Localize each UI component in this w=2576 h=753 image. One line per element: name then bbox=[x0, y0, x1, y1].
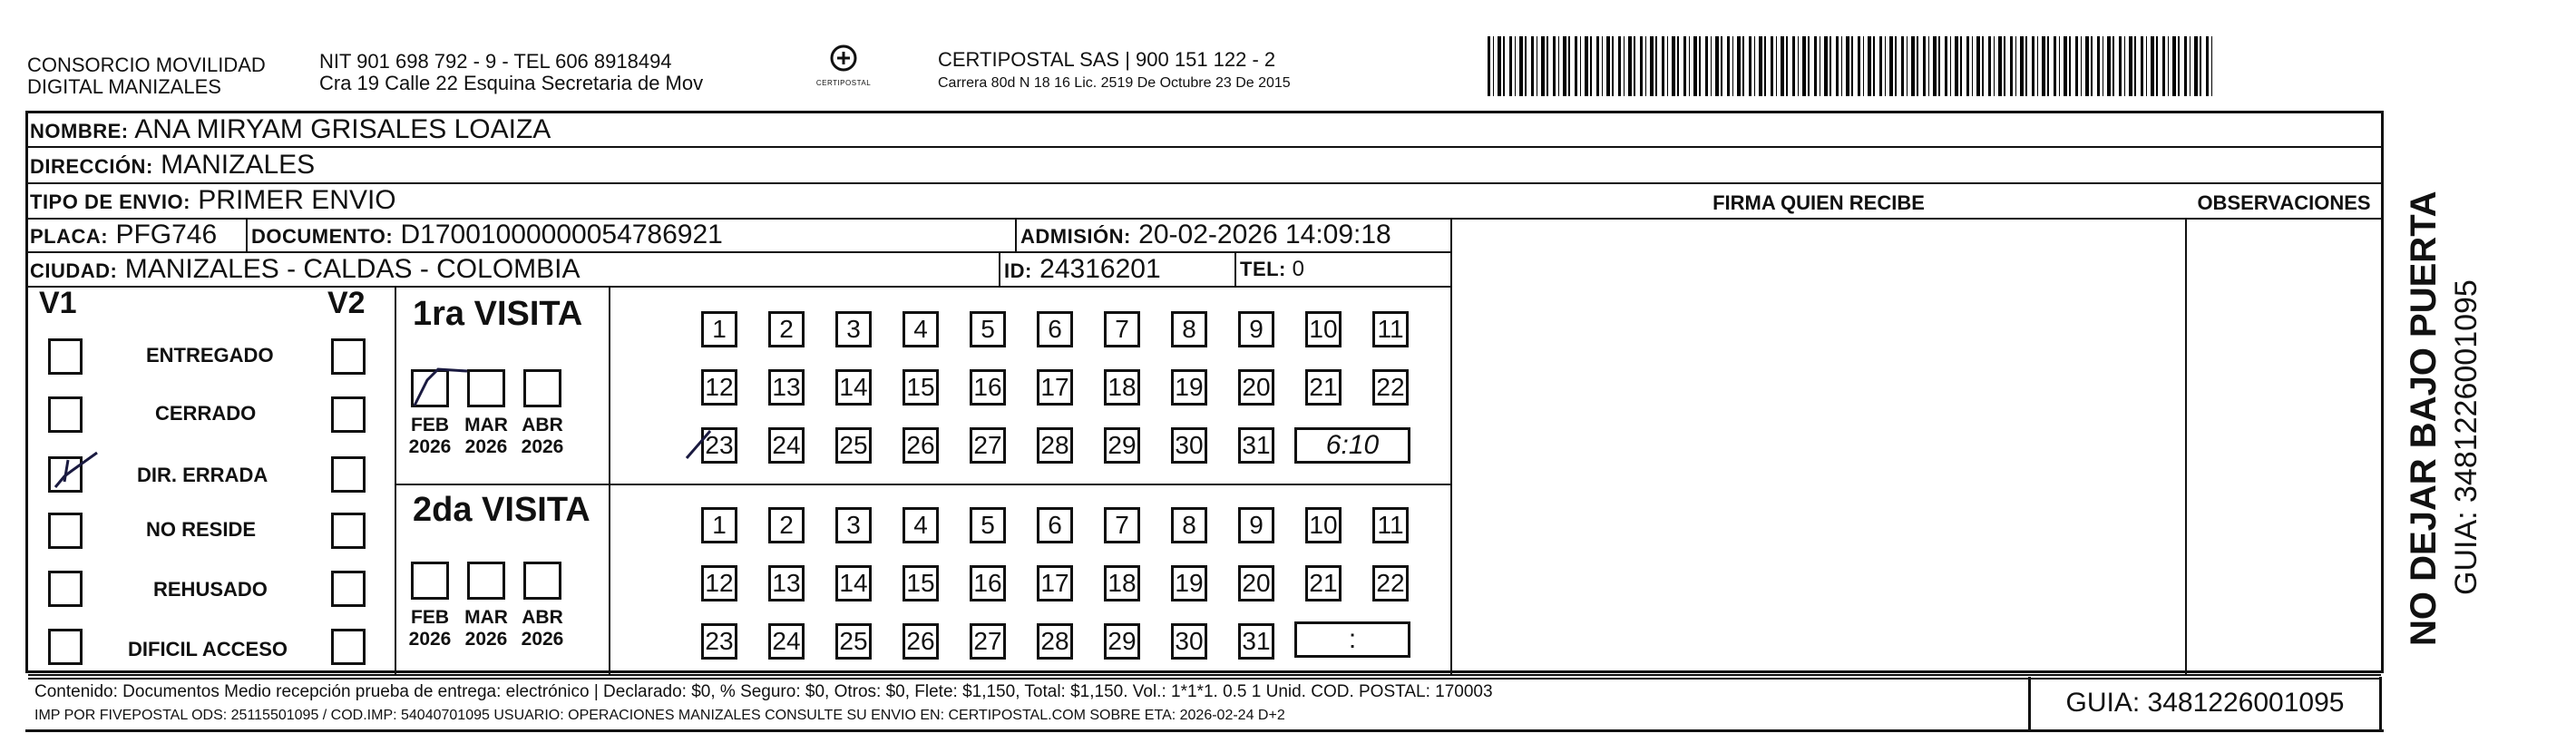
field-tel bbox=[1240, 254, 1304, 285]
id-label: ID: bbox=[1004, 259, 1032, 282]
ciudad-label: CIUDAD: bbox=[30, 259, 118, 282]
visit2-day-11[interactable]: 11 bbox=[1372, 507, 1409, 543]
visit1-feb-year: 2026 bbox=[408, 436, 452, 457]
v2-dificil-acceso-checkbox[interactable] bbox=[331, 629, 366, 665]
visit1-day-2[interactable]: 2 bbox=[768, 311, 805, 347]
visit1-day-3[interactable]: 3 bbox=[835, 311, 872, 347]
tel-value: 0 bbox=[1292, 257, 1304, 281]
v2-header: V2 bbox=[327, 286, 366, 320]
pen-check-mark-icon bbox=[44, 440, 108, 504]
nombre-label: NOMBRE: bbox=[30, 120, 129, 142]
field-direccion bbox=[30, 150, 315, 182]
visit2-day-8[interactable]: 8 bbox=[1171, 507, 1207, 543]
visit1-day-8[interactable]: 8 bbox=[1171, 311, 1207, 347]
documento-label: DOCUMENTO: bbox=[251, 225, 394, 248]
sender-details bbox=[319, 51, 703, 94]
v1-header: V1 bbox=[39, 286, 77, 320]
visit1-day-4[interactable]: 4 bbox=[903, 311, 939, 347]
visit2-mar-year: 2026 bbox=[464, 629, 508, 650]
sender-nit: NIT 901 698 792 - 9 - TEL 606 8918494 bbox=[319, 50, 672, 73]
visit2-day-2[interactable]: 2 bbox=[768, 507, 805, 543]
visit2-day-7[interactable]: 7 bbox=[1104, 507, 1140, 543]
tipo-envio-value: PRIMER ENVIO bbox=[198, 185, 396, 215]
visit1-day-1[interactable]: 1 bbox=[701, 311, 737, 347]
sender-name-line2: DIGITAL MANIZALES bbox=[27, 75, 221, 98]
visit2-day-30[interactable]: 30 bbox=[1171, 623, 1207, 660]
visit2-day-13[interactable]: 13 bbox=[768, 565, 805, 601]
carrier-line: CERTIPOSTAL SAS | 900 151 122 - 2 bbox=[938, 48, 1276, 71]
visit2-abr-label: ABR bbox=[522, 607, 563, 628]
visit2-day-19[interactable]: 19 bbox=[1171, 565, 1207, 601]
visit1-feb-label: FEB bbox=[411, 415, 449, 435]
visit1-abr-year: 2026 bbox=[521, 436, 564, 457]
visit2-month-abr bbox=[518, 607, 567, 650]
visit2-day-26[interactable]: 26 bbox=[903, 623, 939, 660]
visit2-month-mar bbox=[462, 607, 511, 650]
visit2-month-abr-box[interactable] bbox=[523, 562, 561, 600]
documento-value: D17001000000054786921 bbox=[400, 220, 723, 249]
visit1-mar-year: 2026 bbox=[464, 436, 508, 457]
visit2-day-12[interactable]: 12 bbox=[701, 565, 737, 601]
visit1-abr-label: ABR bbox=[522, 415, 563, 435]
v1-rehusado-checkbox[interactable] bbox=[48, 571, 83, 607]
visit2-day-3[interactable]: 3 bbox=[835, 507, 872, 543]
carrier-address: Carrera 80d N 18 16 Lic. 2519 De Octubre 23 De 2015 bbox=[938, 75, 1291, 91]
visit1-day-6[interactable]: 6 bbox=[1037, 311, 1073, 347]
visit2-feb-label: FEB bbox=[411, 607, 449, 628]
visit1-day-12[interactable]: 12 bbox=[701, 369, 737, 406]
visit1-day-25[interactable]: 25 bbox=[835, 427, 872, 464]
guide-form bbox=[25, 111, 2384, 673]
v2-dir-errada-checkbox[interactable] bbox=[331, 456, 366, 493]
sender-block bbox=[27, 54, 266, 98]
barcode bbox=[1488, 36, 2213, 96]
admision-value: 20-02-2026 14:09:18 bbox=[1138, 220, 1391, 249]
footer-imp: IMP POR FIVEPOSTAL ODS: 25115501095 / COD.IMP: 54040701095 USUARIO: OPERACIONES MANIZALES CONSULTE SU ENVIO EN: CERTIPOSTAL.COM SOBRE ETA: 2026-02-24 D+2 bbox=[34, 708, 1285, 723]
field-documento bbox=[251, 220, 723, 252]
visit2-feb-year: 2026 bbox=[408, 629, 452, 650]
v1-cerrado-checkbox[interactable] bbox=[48, 396, 83, 433]
v2-cerrado-checkbox[interactable] bbox=[331, 396, 366, 433]
visit1-day-24[interactable]: 24 bbox=[768, 427, 805, 464]
visit2-day-21[interactable]: 21 bbox=[1305, 565, 1342, 601]
visit1-month-abr bbox=[518, 415, 567, 458]
visit1-month-abr-box[interactable] bbox=[523, 369, 561, 407]
visit1-day-27[interactable]: 27 bbox=[970, 427, 1006, 464]
visit2-day-5[interactable]: 5 bbox=[970, 507, 1006, 543]
carrier-logo bbox=[812, 44, 875, 87]
v1-dificil-acceso-checkbox[interactable] bbox=[48, 629, 83, 665]
visit2-day-15[interactable]: 15 bbox=[903, 565, 939, 601]
visit1-day-18[interactable]: 18 bbox=[1104, 369, 1140, 406]
visit1-day-11[interactable]: 11 bbox=[1372, 311, 1409, 347]
status-cerrado: CERRADO bbox=[155, 402, 257, 425]
visit1-day-9[interactable]: 9 bbox=[1238, 311, 1274, 347]
nombre-value: ANA MIRYAM GRISALES LOAIZA bbox=[134, 114, 551, 144]
visit2-day-4[interactable]: 4 bbox=[903, 507, 939, 543]
visit1-day-31[interactable]: 31 bbox=[1238, 427, 1274, 464]
field-nombre bbox=[30, 114, 551, 147]
visit1-month-feb bbox=[405, 415, 454, 458]
footer-guia: GUIA: 3481226001095 bbox=[2028, 677, 2382, 729]
observaciones-area[interactable] bbox=[2189, 253, 2379, 672]
visit2-day-14[interactable]: 14 bbox=[835, 565, 872, 601]
visit2-title: 2da VISITA bbox=[413, 491, 590, 529]
status-entregado: ENTREGADO bbox=[146, 344, 274, 367]
field-placa bbox=[30, 220, 217, 252]
status-rehusado: REHUSADO bbox=[153, 578, 268, 601]
day23-strike-mark-icon bbox=[676, 422, 721, 467]
visit1-month-mar bbox=[462, 415, 511, 458]
visit2-day-1[interactable]: 1 bbox=[701, 507, 737, 543]
visit1-day-29[interactable]: 29 bbox=[1104, 427, 1140, 464]
visit1-day-20[interactable]: 20 bbox=[1238, 369, 1274, 406]
visit2-day-9[interactable]: 9 bbox=[1238, 507, 1274, 543]
visit2-day-20[interactable]: 20 bbox=[1238, 565, 1274, 601]
field-id bbox=[1004, 254, 1161, 287]
visit1-day-5[interactable]: 5 bbox=[970, 311, 1006, 347]
visit2-day-16[interactable]: 16 bbox=[970, 565, 1006, 601]
field-admision bbox=[1020, 220, 1391, 252]
visit2-month-feb bbox=[405, 607, 454, 650]
visit2-day-25[interactable]: 25 bbox=[835, 623, 872, 660]
visit1-day-16[interactable]: 16 bbox=[970, 369, 1006, 406]
id-value: 24316201 bbox=[1039, 254, 1161, 284]
visit1-day-26[interactable]: 26 bbox=[903, 427, 939, 464]
visit1-month-mar-box[interactable] bbox=[467, 369, 505, 407]
placa-label: PLACA: bbox=[30, 225, 109, 248]
firma-header: FIRMA QUIEN RECIBE bbox=[1712, 191, 1925, 214]
visit2-mar-label: MAR bbox=[464, 607, 508, 628]
firma-area[interactable] bbox=[1454, 253, 2183, 672]
visit1-day-14[interactable]: 14 bbox=[835, 369, 872, 406]
visit2-month-mar-box[interactable] bbox=[467, 562, 505, 600]
direccion-label: DIRECCIÓN: bbox=[30, 155, 153, 178]
sender-address: Cra 19 Calle 22 Esquina Secretaria de Mov bbox=[319, 72, 704, 94]
status-dificil-acceso: DIFICIL ACCESO bbox=[128, 638, 288, 660]
direccion-value: MANIZALES bbox=[161, 150, 316, 180]
status-dir-errada: DIR. ERRADA bbox=[137, 464, 268, 486]
visit1-day-15[interactable]: 15 bbox=[903, 369, 939, 406]
ciudad-value: MANIZALES - CALDAS - COLOMBIA bbox=[124, 254, 581, 284]
visit1-day-30[interactable]: 30 bbox=[1171, 427, 1207, 464]
admision-label: ADMISIÓN: bbox=[1020, 225, 1131, 248]
visit2-day-10[interactable]: 10 bbox=[1305, 507, 1342, 543]
field-tipo-envio bbox=[30, 185, 396, 218]
visit2-day-17[interactable]: 17 bbox=[1037, 565, 1073, 601]
side-guia: GUIA: 3481226001095 bbox=[2449, 279, 2483, 595]
visit1-month-mark-icon bbox=[407, 360, 471, 415]
visit2-day-31[interactable]: 31 bbox=[1238, 623, 1274, 660]
carrier-logo-icon bbox=[825, 44, 862, 74]
visit2-day-18[interactable]: 18 bbox=[1104, 565, 1140, 601]
footer-contenido: Contenido: Documentos Medio recepción prueba de entrega: electrónico | Declarado: $0, % Seguro: $0, Otros: $0, Flete: $1,150, Total: $1,150. Vol.: 1*1*1. 0.5 1 Unid. COD. POSTAL: 170003 bbox=[34, 682, 1493, 701]
visit2-day-24[interactable]: 24 bbox=[768, 623, 805, 660]
visit1-title: 1ra VISITA bbox=[413, 295, 583, 333]
placa-value: PFG746 bbox=[115, 220, 218, 249]
visit1-day-28[interactable]: 28 bbox=[1037, 427, 1073, 464]
visit1-day-7[interactable]: 7 bbox=[1104, 311, 1140, 347]
carrier-logo-text: CERTIPOSTAL bbox=[815, 79, 872, 87]
visit2-day-6[interactable]: 6 bbox=[1037, 507, 1073, 543]
observaciones-header: OBSERVACIONES bbox=[2197, 191, 2371, 214]
visit2-day-28[interactable]: 28 bbox=[1037, 623, 1073, 660]
visit1-day-23[interactable]: 23 bbox=[701, 427, 737, 464]
v2-entregado-checkbox[interactable] bbox=[331, 338, 366, 375]
visit1-day-22[interactable]: 22 bbox=[1372, 369, 1409, 406]
visit2-abr-year: 2026 bbox=[521, 629, 564, 650]
v2-no-reside-checkbox[interactable] bbox=[331, 513, 366, 549]
visit1-day-21[interactable]: 21 bbox=[1305, 369, 1342, 406]
visit2-day-27[interactable]: 27 bbox=[970, 623, 1006, 660]
field-ciudad bbox=[30, 254, 581, 287]
visit2-time-box[interactable]: : bbox=[1294, 621, 1410, 658]
status-no-reside: NO RESIDE bbox=[146, 518, 257, 541]
v2-rehusado-checkbox[interactable] bbox=[331, 571, 366, 607]
side-warning: NO DEJAR BAJO PUERTA bbox=[2404, 191, 2444, 646]
visit2-month-feb-box[interactable] bbox=[411, 562, 449, 600]
visit2-day-22[interactable]: 22 bbox=[1372, 565, 1409, 601]
sender-name-line1: CONSORCIO MOVILIDAD bbox=[27, 54, 266, 76]
tel-label: TEL: bbox=[1240, 258, 1286, 280]
visit1-day-19[interactable]: 19 bbox=[1171, 369, 1207, 406]
visit2-day-29[interactable]: 29 bbox=[1104, 623, 1140, 660]
visit2-day-23[interactable]: 23 bbox=[701, 623, 737, 660]
tipo-envio-label: TIPO DE ENVIO: bbox=[30, 191, 190, 213]
visit1-mar-label: MAR bbox=[464, 415, 508, 435]
visit1-day-17[interactable]: 17 bbox=[1037, 369, 1073, 406]
visit1-time-box[interactable]: 6:10 bbox=[1294, 427, 1410, 464]
v1-no-reside-checkbox[interactable] bbox=[48, 513, 83, 549]
v1-entregado-checkbox[interactable] bbox=[48, 338, 83, 375]
visit1-day-10[interactable]: 10 bbox=[1305, 311, 1342, 347]
visit1-day-13[interactable]: 13 bbox=[768, 369, 805, 406]
